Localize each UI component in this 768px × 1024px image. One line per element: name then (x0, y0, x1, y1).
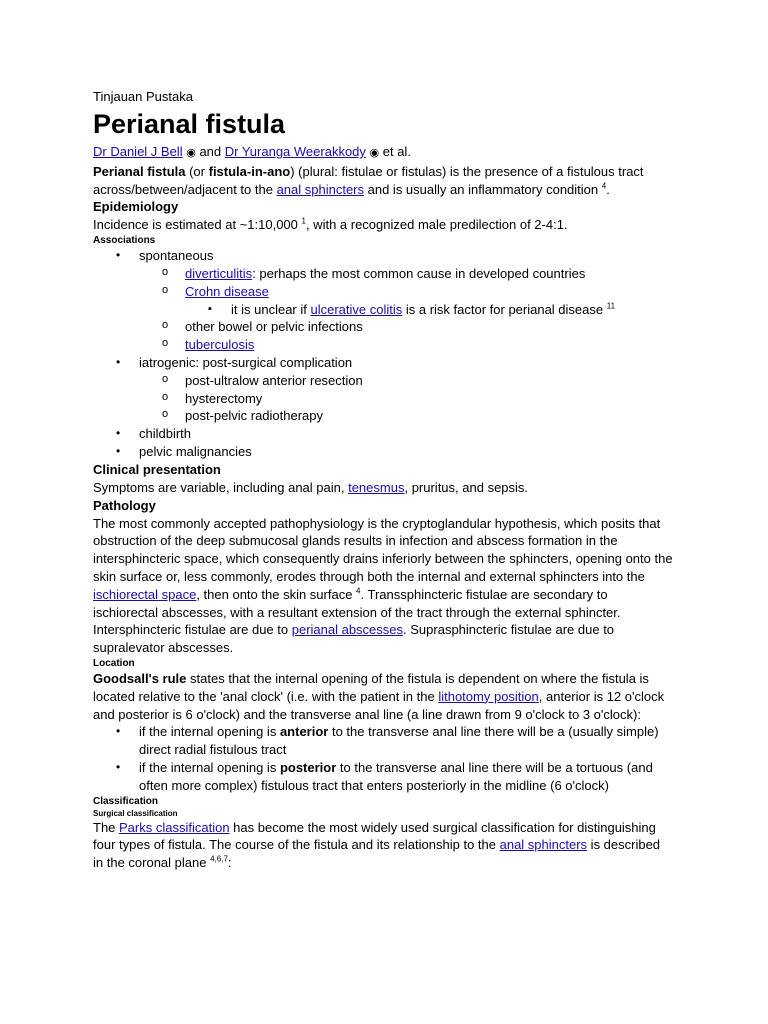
list-item-emphasis: anterior (279, 724, 329, 740)
article-body (93, 88, 673, 872)
list-item (93, 354, 673, 425)
reference-marker[interactable]: 11 (606, 301, 616, 311)
authors-etal: et al. (379, 144, 411, 159)
heading-pathology: Pathology (93, 497, 156, 513)
pathology-text: . Suprasphincteric fistulae are due to supralevator abscesses. (93, 622, 615, 656)
list-item (185, 301, 673, 319)
authors-and: and (195, 144, 225, 159)
link-anal-sphincters[interactable]: anal sphincters (499, 837, 588, 853)
list-item (139, 318, 673, 336)
reference-marker[interactable]: 4 (356, 586, 361, 596)
list-item-text: is a risk factor for perianal disease (402, 301, 607, 317)
list-item-text: if the internal opening is (139, 759, 280, 775)
link-parks-classification[interactable]: Parks classification (119, 819, 230, 835)
link-diverticulitis[interactable]: diverticulitis (185, 265, 253, 281)
list-item: o post-pelvic radiotherapy (139, 407, 673, 425)
list-item (139, 265, 673, 283)
list-item: o post-ultralow anterior resection (139, 372, 673, 390)
reference-marker[interactable]: 1 (301, 217, 306, 227)
link-tuberculosis[interactable]: tuberculosis (185, 337, 255, 353)
intro-text: and is usually an inflammatory condition (364, 181, 602, 197)
author-link-bell[interactable]: Dr Daniel J Bell (93, 144, 183, 159)
heading-classification: Classification (93, 795, 159, 807)
link-ulcerative-colitis[interactable]: ulcerative colitis (310, 301, 403, 317)
location-text: states that the internal opening of the fistula is dependent on where the fistula is located relative to the 'anal clock' (i.e. with the patient in the (93, 670, 649, 704)
intro-term: Perianal fistula (93, 163, 186, 179)
link-tenesmus[interactable]: tenesmus (348, 479, 405, 495)
intro-text: . (606, 181, 610, 197)
section-kicker: Tinjauan Pustaka (93, 89, 193, 104)
pathology-text: , then onto the skin surface (196, 586, 357, 602)
heading-clinical-presentation: Clinical presentation (93, 461, 221, 477)
classification-paragraph (93, 819, 673, 872)
authors-line (93, 143, 673, 163)
list-item-text: if the internal opening is (139, 724, 280, 740)
clinical-text: , pruritus, and sepsis. (404, 479, 529, 495)
link-perianal-abscesses[interactable]: perianal abscesses (291, 622, 404, 638)
reference-marker[interactable]: 4,6,7 (210, 854, 228, 864)
reference-marker[interactable]: 4 (601, 181, 607, 191)
associations-list (93, 247, 673, 461)
link-crohn-disease[interactable]: Crohn disease (185, 283, 269, 299)
intro-paragraph (93, 163, 673, 199)
epidemiology-text: Incidence is estimated at ~1:10,000 (93, 217, 302, 233)
heading-location: Location (93, 657, 135, 669)
pathology-text: . Transsphincteric fistulae are secondary to ischiorectal abscesses, with a resultant extension of the tract through the external sphincter. Intersphincteric fistulae are due to (93, 586, 621, 638)
list-item-emphasis: posterior (279, 759, 337, 775)
list-item (93, 247, 673, 354)
link-lithotomy-position[interactable]: lithotomy position (438, 688, 539, 704)
heading-epidemiology: Epidemiology (93, 199, 179, 215)
list-item-text: it is unclear if (231, 301, 311, 317)
author-badge-icon: ◉ (369, 147, 380, 159)
epidemiology-paragraph (93, 216, 673, 234)
list-item: • pelvic malignancies (93, 443, 673, 461)
list-item-text: to the transverse anal line there will be a (usually simple) direct radial fistulous tract (139, 724, 659, 758)
list-item (139, 336, 673, 354)
list-item (93, 723, 673, 759)
list-item: o hysterectomy (139, 390, 673, 408)
heading-associations: Associations (93, 235, 156, 247)
crohn-sublist (185, 301, 673, 319)
clinical-paragraph (93, 479, 673, 497)
author-badge-icon: ◉ (186, 147, 196, 159)
pathology-text: The most commonly accepted pathophysiology is the cryptoglandular hypothesis, which posits that obstruction of the deep submucosal glands results in infection and abscess formation in the intersphincteric space, which consequently drains inferiorly between the sphincters, opening onto the skin surface or, less commonly, erodes through both the internal and external sphincters into the (93, 515, 673, 584)
intro-text: (or (185, 163, 209, 179)
epidemiology-text: , with a recognized male predilection of 2-4:1. (305, 217, 568, 233)
intro-text: ) (plural: fistulae or fistulas) is the presence of a fistulous tract across/between/adjacent to the (93, 163, 644, 197)
link-ischiorectal-space[interactable]: ischiorectal space (93, 586, 197, 602)
location-paragraph (93, 670, 673, 723)
list-item-text: to the transverse anal line there will be a tortuous (and often more complex) fistulous tract that enters posteriorly in the midline (6 o'clock) (139, 759, 653, 793)
page-title: Perianal fistula (93, 109, 286, 139)
list-item (93, 759, 673, 795)
intro-term-alt: fistula-in-ano (208, 163, 291, 179)
classification-text: : (227, 855, 232, 871)
classification-text: The (93, 819, 120, 835)
location-text: , anterior is 12 o'clock and posterior is 6 o'clock) and the transverse anal line (a line drawn from 9 o'clock to 3 o'clock): (93, 688, 665, 722)
author-link-weerakkody[interactable]: Dr Yuranga Weerakkody (224, 144, 366, 159)
goodsall-list (93, 723, 673, 794)
pathology-paragraph (93, 515, 673, 657)
spontaneous-sublist (139, 265, 673, 354)
list-item (139, 283, 673, 319)
list-item-text: spontaneous (139, 248, 214, 264)
classification-text: is described in the coronal plane (93, 837, 661, 871)
heading-surgical-classification: Surgical classification (93, 808, 178, 818)
list-item: • childbirth (93, 425, 673, 443)
classification-text: has become the most widely used surgical classification for distinguishing four types of fistula. The course of the fistula and its relationship to the (93, 819, 656, 853)
iatrogenic-sublist (139, 372, 673, 425)
list-item-text: iatrogenic: post-surgical complication (139, 354, 353, 370)
clinical-text: Symptoms are variable, including anal pain, (93, 479, 349, 495)
goodsall-term: Goodsall's rule (93, 670, 187, 686)
list-item-text: other bowel or pelvic infections (185, 319, 363, 335)
list-item-text: : perhaps the most common cause in developed countries (252, 265, 586, 281)
link-anal-sphincters[interactable]: anal sphincters (276, 181, 365, 197)
